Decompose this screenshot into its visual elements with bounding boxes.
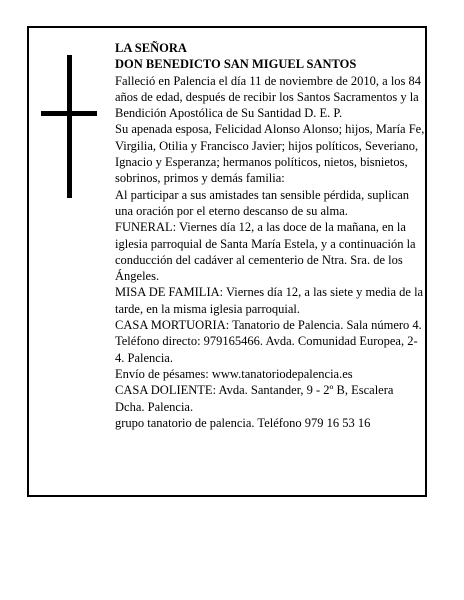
deceased-name: DON BENEDICTO SAN MIGUEL SANTOS — [115, 57, 357, 72]
notice-text — [115, 40, 425, 431]
cross-icon — [41, 55, 97, 198]
family-list: Su apenada esposa, Felicidad Alonso Alonso; hijos, María Fe, Virgilia, Otilia y Francisco Javier; hijos políticos, Severiano, Ignacio y Esperanza; hermanos políticos, nietos, bisnietos, sobrinos, primos y demás familia: — [115, 122, 425, 186]
cross-vertical-bar — [67, 55, 72, 198]
family-home-info: CASA DOLIENTE: Avda. Santander, 9 - 2º B, Escalera Dcha. Palencia. — [115, 383, 394, 414]
footer-contact: grupo tanatorio de palencia. Teléfono 979 16 53 16 — [115, 415, 371, 430]
obituary-notice — [27, 26, 427, 497]
prayer-request: Al participar a sus amistades tan sensible pérdida, suplican una oración por el eterno descanso de su alma. — [115, 187, 410, 218]
family-mass-info: MISA DE FAMILIA: Viernes día 12, a las siete y media de la tarde, en la misma iglesia parroquial. — [115, 285, 424, 316]
cross-horizontal-bar — [41, 111, 97, 116]
death-announcement: Falleció en Palencia el día 11 de noviembre de 2010, a los 84 años de edad, después de recibir los Santos Sacramentos y la Bendición Apostólica de Su Santidad D. E. P. — [115, 73, 422, 121]
title-line-1: LA SEÑORA — [115, 41, 187, 55]
funeral-info: FUNERAL: Viernes día 12, a las doce de la mañana, en la iglesia parroquial de Santa María Estela, y a continuación la conducción del cadáver al cementerio de Ntra. Sra. de los Ángeles. — [115, 220, 416, 284]
condolences-info: Envío de pésames: www.tanatoriodepalencia.es — [115, 366, 353, 381]
funeral-home-info: CASA MORTUORIA: Tanatorio de Palencia. Sala número 4. Teléfono directo: 979165466. Avda. Comunidad Europea, 2-4. Palencia. — [115, 318, 422, 365]
